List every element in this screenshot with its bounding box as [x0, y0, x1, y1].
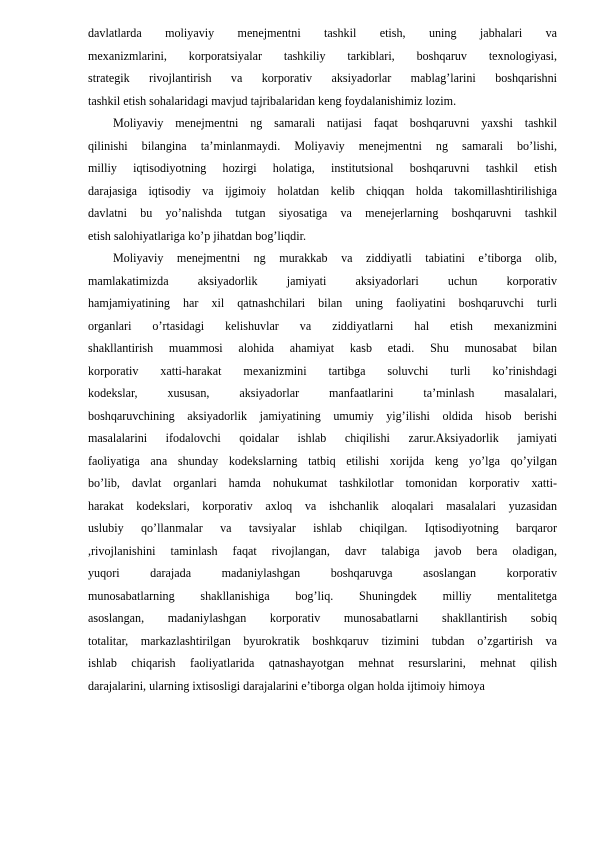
text-line: davlatni bu yo’nalishda tutgan siyosatiga va menejerlarning boshqaruvni tashkil — [88, 206, 557, 220]
text-line: yuqori darajada madaniylashgan boshqaruvga asoslangan korporativ — [88, 566, 557, 580]
text-line: darajalarini, ularning ixtisosligi darajalarini e’tiborga olgan holda ijtimoiy himoya — [88, 678, 485, 693]
text-line: ,rivojlanishini taminlash faqat rivojlangan, davr talabiga javob bera oladigan, — [88, 543, 557, 558]
text-line: kodekslar, xususan, aksiyadorlar manfaatlarini ta’minlash masalalari, — [88, 386, 557, 400]
text-line: qilinishi bilangina ta’minlanmaydi. Moliyaviy menejmentni ng samarali bo’lishi, — [88, 138, 557, 153]
text-line: munosabatlarning shakllanishiga bog’liq. Shuningdek milliy mentalitetga — [88, 588, 557, 603]
text-line: asoslangan, madaniylashgan korporativ munosabatlarni shakllantirish sobiq — [88, 611, 557, 625]
text-line: etish salohiyatlariga ko’p jihatdan bog’liqdir. — [88, 228, 306, 243]
text-line: strategik rivojlantirish va korporativ aksiyadorlar mablag’larini boshqarishni — [88, 71, 557, 85]
text-line: davlatlarda moliyaviy menejmentni tashkil etish, uning jabhalari va — [88, 26, 557, 40]
text-line: organlari o’rtasidagi kelishuvlar va ziddiyatlarni hal etish mexanizmini — [88, 318, 557, 333]
text-line: ishlab chiqarish faoliyatlarida qatnashayotgan mehnat resurslarini, mehnat qilish — [88, 656, 557, 670]
text-line: milliy iqtisodiyotning hozirgi holatiga, institutsional boshqaruvni tashkil etish — [88, 161, 557, 175]
text-line: totalitar, markazlashtirilgan byurokratik boshkqaruv tizimini tubdan o’zgartirish va — [88, 633, 557, 648]
text-line: bo’lib, davlat organlari hamda nohukumat tashkilotlar tomonidan korporativ xatti- — [88, 476, 557, 490]
text-line: korporativ xatti-harakat mexanizmini tartibga soluvchi turli ko’rinishdagi — [88, 363, 557, 378]
text-line: mexanizmlarini, korporatsiyalar tashkiliy tarkiblari, boshqaruv texnologiyasi, — [88, 48, 557, 63]
text-line: shakllantirish muammosi alohida ahamiyat kasb etadi. Shu munosabat bilan — [88, 341, 557, 355]
text-line: darajasiga iqtisodiy va ijgimoiy holatdan kelib chiqqan holda takomillashtirilishiga — [88, 183, 557, 198]
text-line: masalalarini ifodalovchi qoidalar ishlab chiqilishi zarur.Aksiyadorlik jamiyati — [88, 431, 557, 445]
text-line: tashkil etish sohalaridagi mavjud tajribalaridan keng foydalanishimiz lozim. — [88, 93, 457, 108]
text-line: mamlakatimizda aksiyadorlik jamiyati aksiyadorlari uchun korporativ — [88, 273, 557, 288]
text-line: faoliyatiga ana shunday kodekslarning tatbiq etilishi xorijda keng yo’lga qo’yilgan — [88, 453, 557, 468]
body-text — [88, 22, 557, 697]
text-line: boshqaruvchining aksiyadorlik jamiyatining umumiy yig’ilishi oldida hisob berishi — [88, 408, 557, 423]
text-line: uslubiy qo’llanmalar va tavsiyalar ishlab chiqilgan. Iqtisodiyotning barqaror — [88, 521, 557, 535]
text-line: Moliyaviy menejmentni ng murakkab va ziddiyatli tabiatini e’tiborga olib, — [113, 251, 557, 265]
text-line: hamjamiyatining har xil qatnashchilari bilan uning faoliyatini boshqaruvchi turli — [88, 296, 557, 310]
text-line: Moliyaviy menejmentni ng samarali natijasi faqat boshqaruvni yaxshi tashkil — [113, 116, 557, 130]
text-line: harakat kodekslari, korporativ axloq va ishchanlik aloqalari masalalari yuzasidan — [88, 498, 557, 513]
